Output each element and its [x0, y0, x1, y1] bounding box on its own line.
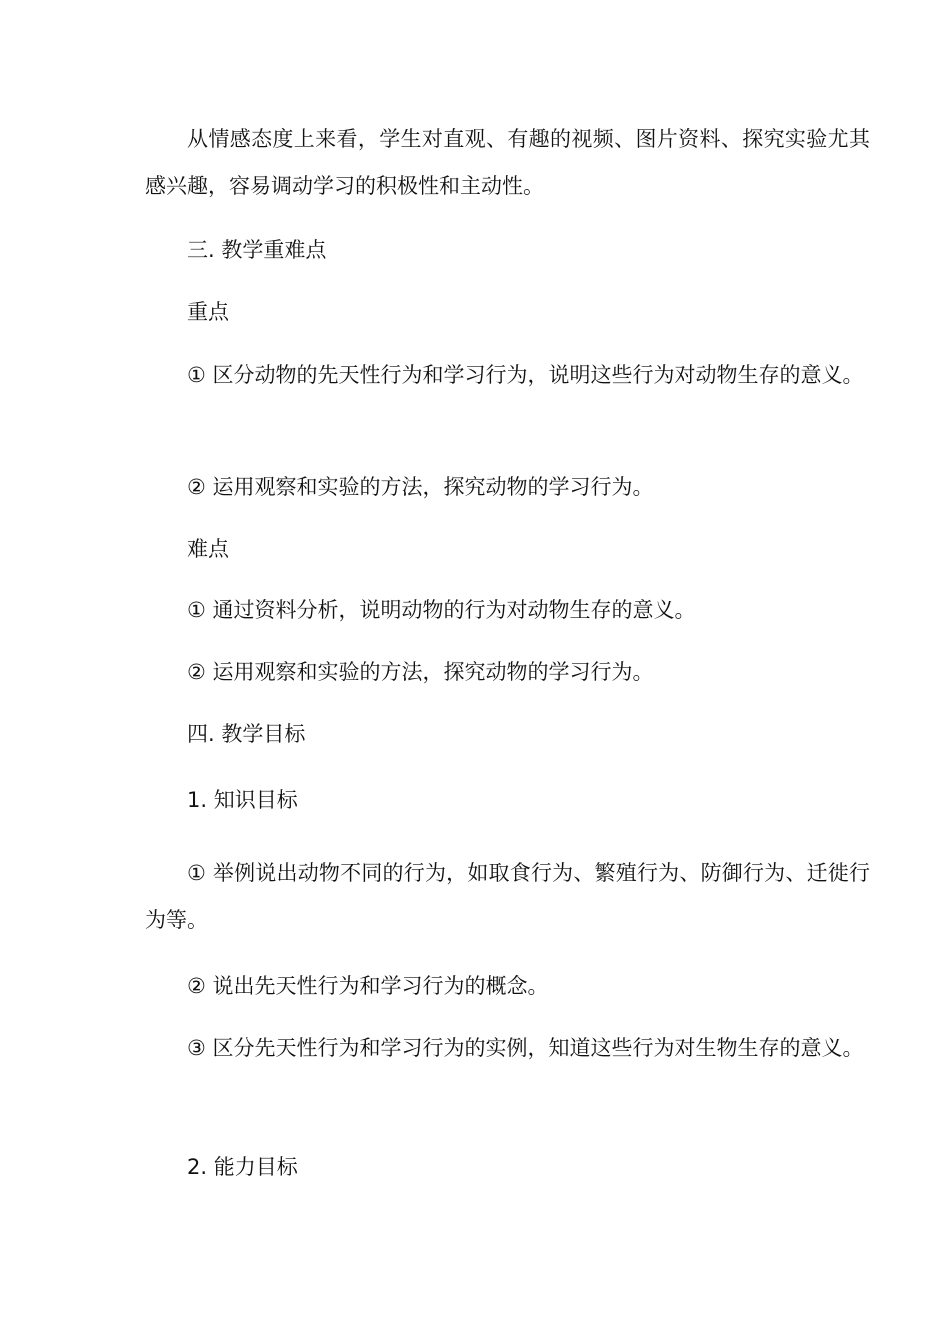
- list-item-key-point-2: ② 运用观察和实验的方法，探究动物的学习行为。: [187, 475, 654, 499]
- subheading-difficult-points: 难点: [187, 537, 229, 561]
- list-item-key-point-1: ① 区分动物的先天性行为和学习行为，说明这些行为对动物生存的意义。: [187, 363, 864, 387]
- paragraph-emotional-attitude: 从情感态度上来看，学生对直观、有趣的视频、图片资料、探究实验尤其感兴趣，容易调动学习的积极性和主动性。: [145, 127, 870, 198]
- list-item-knowledge-objective-2: ② 说出先天性行为和学习行为的概念。: [187, 974, 549, 998]
- subheading-knowledge-objectives: 1. 知识目标: [187, 788, 298, 812]
- list-item-knowledge-objective-1: ① 举例说出动物不同的行为，如取食行为、繁殖行为、防御行为、迁徙行为等。: [145, 861, 870, 932]
- list-item-knowledge-objective-3: ③ 区分先天性行为和学习行为的实例，知道这些行为对生物生存的意义。: [187, 1036, 864, 1060]
- list-item-difficult-point-1: ① 通过资料分析，说明动物的行为对动物生存的意义。: [187, 598, 696, 622]
- subheading-ability-objectives: 2. 能力目标: [187, 1155, 298, 1179]
- list-item-difficult-point-2: ② 运用观察和实验的方法，探究动物的学习行为。: [187, 660, 654, 684]
- section-heading-key-difficult-points: 三. 教学重难点: [187, 238, 327, 262]
- subheading-key-points: 重点: [187, 300, 229, 324]
- section-heading-teaching-objectives: 四. 教学目标: [187, 722, 306, 746]
